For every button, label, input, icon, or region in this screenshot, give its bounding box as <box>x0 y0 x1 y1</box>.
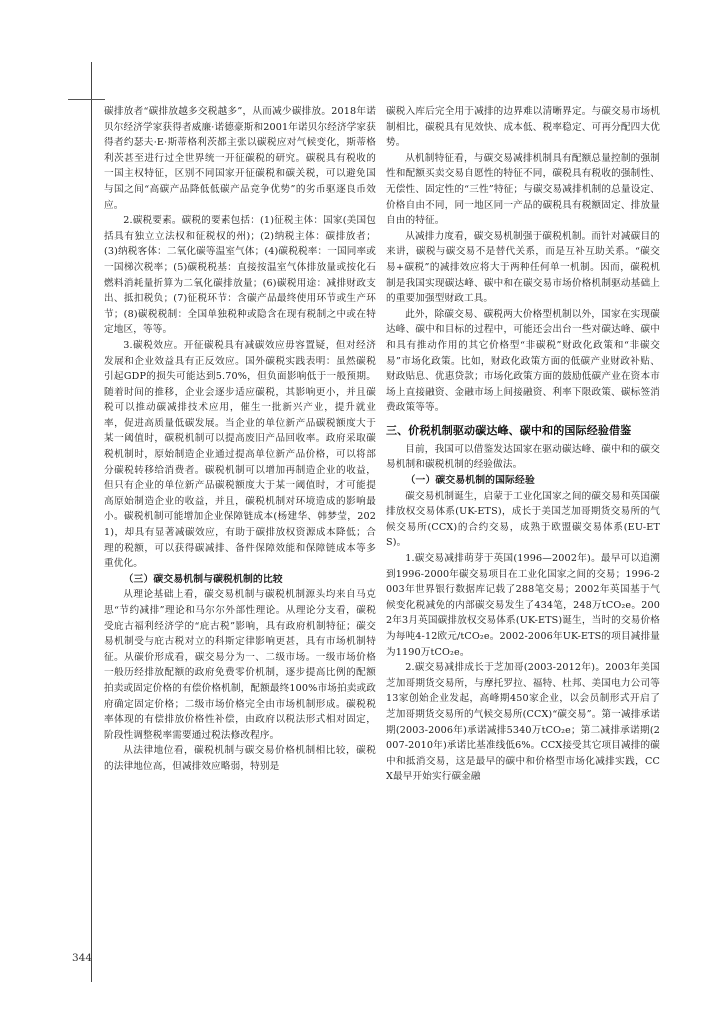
paragraph: 从法律地位看，碳税机制与碳交易价格机制相比较，碳税的法律地位高，但减排效应略弱，特别是 <box>104 745 376 772</box>
paragraph: 目前，我国可以借鉴发达国家在驱动碳达峰、碳中和的碳交易机制和碳税机制的经验做法。 <box>386 443 660 471</box>
paragraph: 从理论基础上看，碳交易机制与碳税机制源头均来自马克思“节约减排”理论和马尔尔外部性理论。从理论分支看，碳税受庇古福利经济学的“庇古税”影响，具有政府机制特征；碳交易机制受与庇古税对立的科斯定律影响更甚，具有市场机制特征。从碳价形成看，碳交易分为一、二级市场。一级市场价格一般历经排放配额的政府免费零价机制，逐步提高比例的配额拍卖或固定价格的有偿价格机制，配额最终100%市场拍卖或政府确定固定价格；二级市场价格完全由市场机制形成。碳税税率体现的有偿排放价格性补偿，由政府以税法形式相对固定，阶段性调整税率需要通过税法修改程序。 <box>104 589 376 741</box>
paragraph: 碳交易机制诞生，启蒙于工业化国家之间的碳交易和英国碳排放权交易体系(UK-ETS)，成长于美国芝加哥期货交易所的气候交易所(CCX)的合约交易，成熟于欧盟碳交易体系(EU-ETS)。 <box>386 490 660 549</box>
paragraph: 2.碳税要素。碳税的要素包括：(1)征税主体：国家(美国包括具有独立立法权和征税权的州)；(2)纳税主体：碳排放者；(3)纳税客体：二氧化碳等温室气体；(4)碳税税率：一国同率或一国梯次税率；(5)碳税税基：直接按温室气体排放量或按化石燃料消耗量折算为二氧化碳排放量；(6)碳税用途：减排财政支出、抵扣税负；(7)征税环节：含碳产品最终使用环节或生产环节；(8)碳税税制：全国单独税种或隐含在现有税制之中或在特定地区，等等。 <box>104 215 376 336</box>
paragraph: 3.碳税效应。开征碳税具有减碳效应毋容置疑，但对经济发展和企业效益具有正反效应。国外碳税实践表明：虽然碳税引起GDP的损失可能达到5.70%，但负面影响低于一般预期。随着时间的推移，企业会逐步适应碳税，其影响更小，并且碳税可以推动碳减排技术应用，催生一批新兴产业，提升就业率，促进高质量低碳发展。当企业的单位新产品碳税额度大于某一阈值时，碳税机制可以提高废旧产品回收率。政府采取碳税机制时，原始制造企业通过提高单位新产品价格，可以将部分碳税转移给消费者。碳税机制可以增加再制造企业的收益，但只有企业的单位新产品碳税额度大于某一阈值时，才可能提高原始制造企业的收益，并且，碳税机制对环境造成的影响最小。碳税机制可能增加企业保障链成本(杨建华、韩梦莹，2021)，却具有显著减碳效应，有助于碳排放权资源成本降低；合理的税额，可以获得碳减排、备件保障效能和保障链成本等多重优化。 <box>104 339 376 570</box>
margin-horizontal-rule <box>68 99 105 100</box>
left-column <box>104 104 376 775</box>
paragraph: 从机制特征看，与碳交易减排机制具有配额总量控制的强制性和配额买卖交易自愿性的特征不同，碳税具有税收的强制性、无偿性、固定性的“三性”特征；与碳交易减排机制的总量设定、价格自由不同，同一地区同一产品的碳税具有税额固定、排放量自由的特征。 <box>386 152 660 227</box>
paragraph: 碳排放者“碳排放越多交税越多”，从而减少碳排放。2018年诺贝尔经济学家获得者威廉·诺德豪斯和2001年诺贝尔经济学家获得者约瑟夫·E·斯蒂格利茨都主张以碳税应对气候变化，斯蒂格利茨甚至进行过全世界统一开征碳税的研究。碳税具有税收的一国主权特征，区别不同国家开征碳税和碳关税，可以避免国与国之间“高碳产品降低低碳产品竞争优势”的劣币驱逐良币效应。 <box>104 106 376 211</box>
paragraph: 1.碳交易减排萌芽于英国(1996—2002年)。最早可以追溯到1996-2000年碳交易项目在工业化国家之间的交易；1996-2003年世界银行数据库记载了288笔交易；2002年英国基于气候变化税减免的内部碳交易发生了434笔，248万tCO₂e。2002年3月英国碳排放权交易体系(UK-ETS)诞生，当时的交易价格为每吨4-12欧元/tCO₂e。2002-2006年UK-ETS的项目减排量为1190万tCO₂e。 <box>386 553 660 658</box>
page-number: 344 <box>72 952 93 964</box>
paragraph: 从减排力度看，碳交易机制强于碳税机制。而针对减碳目的来讲，碳税与碳交易不是替代关系，而是互补互助关系。“碳交易+碳税”的减排效应将大于两种任何单一机制。因而，碳税机制是我国实现碳达峰、碳中和在碳交易市场价格机制驱动基础上的重要加强型财政工具。 <box>386 230 660 305</box>
paragraph: 碳税入库后完全用于减排的边界难以清晰界定。与碳交易市场机制相比，碳税具有见效快、成本低、税率稳定、可再分配四大优势。 <box>386 106 660 149</box>
section-heading: （三）碳交易机制与碳税机制的比较 <box>123 573 283 585</box>
chapter-heading: 三、价税机制驱动碳达峰、碳中和的国际经验借鉴 <box>386 423 632 437</box>
paragraph: 2.碳交易减排成长于芝加哥(2003-2012年)。2003年美国芝加哥期货交易所，与摩托罗拉、福特、杜邦、美国电力公司等13家创始企业发起，高峰期450家企业，以会员制形式开启了芝加哥期货交易所的气候交易所(CCX)“碳交易”。第一减排承诺期(2003-2006年)承诺减排5340万tCO₂e；第二减排承诺期(2007-2010年)承诺比基准线低6%。CCX接受其它项目减排的碳中和抵消交易，这是最早的碳中和价格型市场化减排实践，CCX最早开始实行碳金融 <box>386 662 660 783</box>
margin-vertical-rule <box>91 62 92 982</box>
paragraph: 此外，除碳交易、碳税两大价格型机制以外，国家在实现碳达峰、碳中和目标的过程中，可能还会出台一些对碳达峰、碳中和具有推动作用的其它价格型“非碳税”财政化政策和“非碳交易”市场化政策。比如，财政化政策方面的低碳产业财政补贴、财政贴息、优惠贷款；市场化政策方面的鼓励低碳产业在资本市场上直接融资、金融市场上间接融资、利率下限政策、碳标签消费政策等等。 <box>386 308 660 414</box>
section-heading: （一）碳交易机制的国际经验 <box>405 475 535 487</box>
right-column <box>386 104 660 785</box>
